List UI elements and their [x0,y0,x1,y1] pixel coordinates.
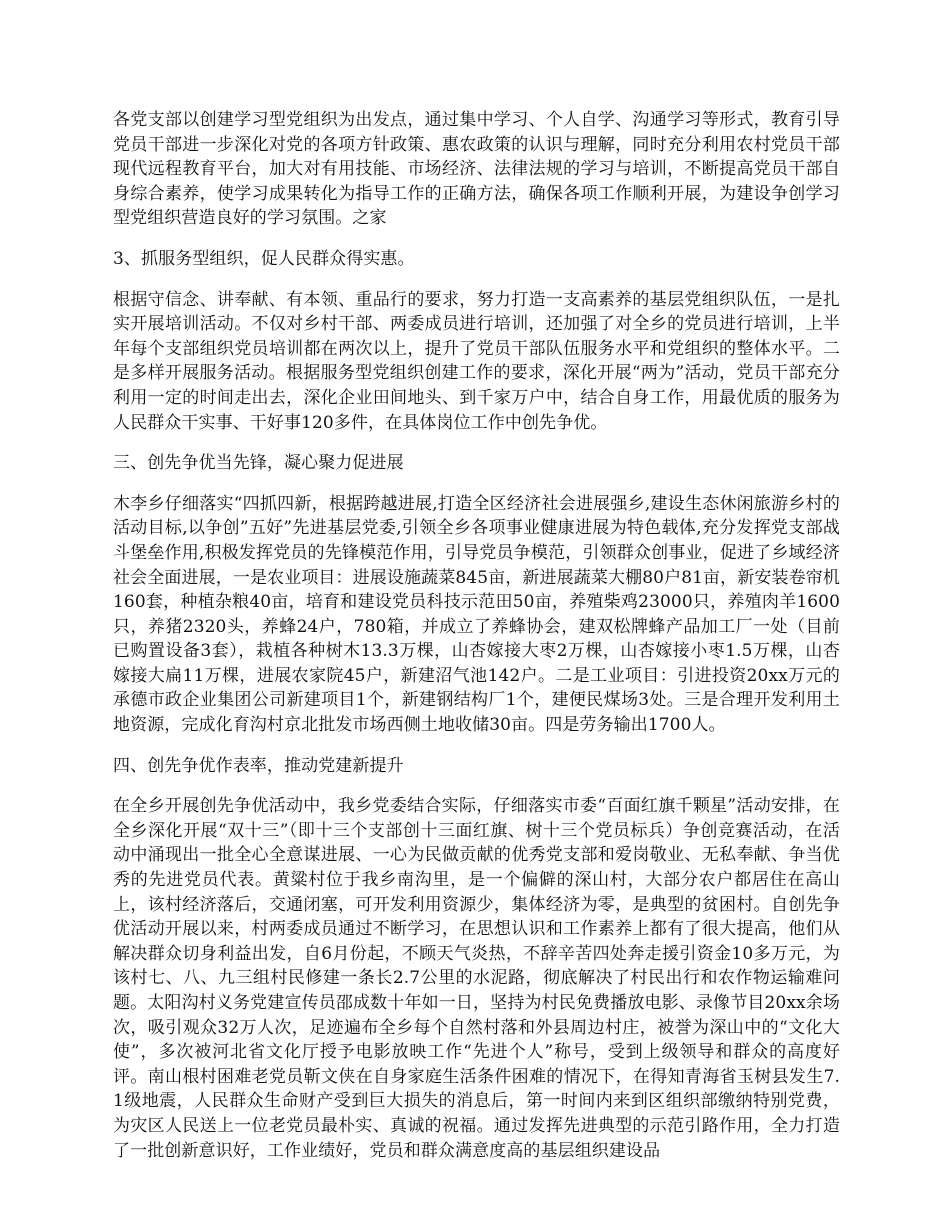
paragraph-section-four: 在全乡开展创先争优活动中，我乡党委结合实际，仔细落实市委“百面红旗千颗星”活动安排，在全乡深化开展“双十三”（即十三个支部创十三面红旗、树十三个党员标兵）争创竞赛活动，在活动中涌现出一批全心全意谋进展、一心为民做贡献的优秀党支部和爱岗敬业、无私奉献、争当优秀的先进党员代表。黄粱村位于我乡南沟里，是一个偏僻的深山村，大部分农户都居住在高山上，该村经济落后，交通闭塞，可开发利用资源少，集体经济为零，是典型的贫困村。自创先争优活动开展以来，村两委成员通过不断学习，在思想认识和工作素养上都有了很大提高，他们从解决群众切身利益出发，自6月份起，不顾天气炎热，不辞辛苦四处奔走援引资金10多万元，为该村七、八、九三组村民修建一条长2.7公里的水泥路，彻底解决了村民出行和农作物运输难问题。太阳沟村义务党建宣传员邵成数十年如一日，坚持为村民免费播放电影、录像节目20xx余场次，吸引观众32万人次，足迹遍布全乡每个自然村落和外县周边村庄，被誉为深山中的“文化大使”，多次被河北省文化厅授予电影放映工作“先进个人”称号，受到上级领导和群众的高度好评。南山根村困难老党员靳文侠在自身家庭生活条件困难的情况下，在得知青海省玉树县发生7.1级地震，人民群众生命财产受到巨大损失的消息后，第一时间内来到区组织部缴纳特别党费，为灾区人民送上一位老党员最朴实、真诚的祝福。通过发挥先进典型的示范引路作用，全力打造了一批创新意识好，工作业绩好，党员和群众满意度高的基层组织建设品 [113,796,840,1161]
document-page [113,108,840,1179]
heading-service-organization: 3、抓服务型组织，促人民群众得实惠。 [113,248,415,269]
paragraph-study-organization: 各党支部以创建学习型党组织为出发点，通过集中学习、个人自学、沟通学习等形式，教育引导党员干部进一步深化对党的各项方针政策、惠农政策的认识与理解，同时充分利用农村党员干部现代远程教育平台，加大对有用技能、市场经济、法律法规的学习与培训，不断提高党员干部自身综合素养，使学习成果转化为指导工作的正确方法，确保各项工作顺利开展，为建设争创学习型党组织营造良好的学习氛围。之家 [113,110,840,229]
paragraph-section-three: 木李乡仔细落实“四抓四新，根据跨越进展,打造全区经济社会进展强乡,建设生态休闲旅游乡村的活动目标,以争创”五好”先进基层党委,引领全乡各项事业健康进展为特色载体,充分发挥党支部战斗堡垒作用,积极发挥党员的先锋模范作用，引导党员争模范，引领群众创事业，促进了乡域经济社会全面进展，一是农业项目：进展设施蔬菜845亩，新进展蔬菜大棚80户81亩，新安装卷帘机160套，种植杂粮40亩，培育和建设党员科技示范田50亩，养殖柴鸡23000只，养殖肉羊1600只，养猪2320头，养蜂24户，780箱，并成立了养蜂协会，建双松牌蜂产品加工厂一处（目前已购置设备3套），栽植各种树木13.3万棵，山杏嫁接大枣2万棵，山杏嫁接小枣1.5万棵，山杏嫁接大扁11万棵，进展农家院45户，新建沼气池142户。二是工业项目：引进投资20xx万元的承德市政企业集团公司新建项目1个，新建钢结构厂1个，建便民煤场3处。三是合理开发利用土地资源，完成化育沟村京北批发市场西侧土地收储30亩。四是劳务输出1700人。 [113,493,840,736]
heading-section-three: 三、创先争优当先锋，凝心聚力促进展 [113,453,404,474]
heading-section-four: 四、创先争优作表率，推动党建新提升 [113,755,404,776]
paragraph-service-organization: 根据守信念、讲奉献、有本领、重品行的要求，努力打造一支高素养的基层党组织队伍，一是扎实开展培训活动。不仅对乡村干部、两委成员进行培训，还加强了对全乡的党员进行培训，上半年每个支部组织党员培训都在两次以上，提升了党员干部队伍服务水平和党组织的整体水平。二是多样开展服务活动。根据服务型党组织创建工作的要求，深化开展“两为”活动，党员干部充分利用一定的时间走出去，深化企业田间地头、到千家万户中，结合自身工作，用最优质的服务为人民群众干实事、干好事120多件，在具体岗位工作中创先争优。 [113,289,840,433]
